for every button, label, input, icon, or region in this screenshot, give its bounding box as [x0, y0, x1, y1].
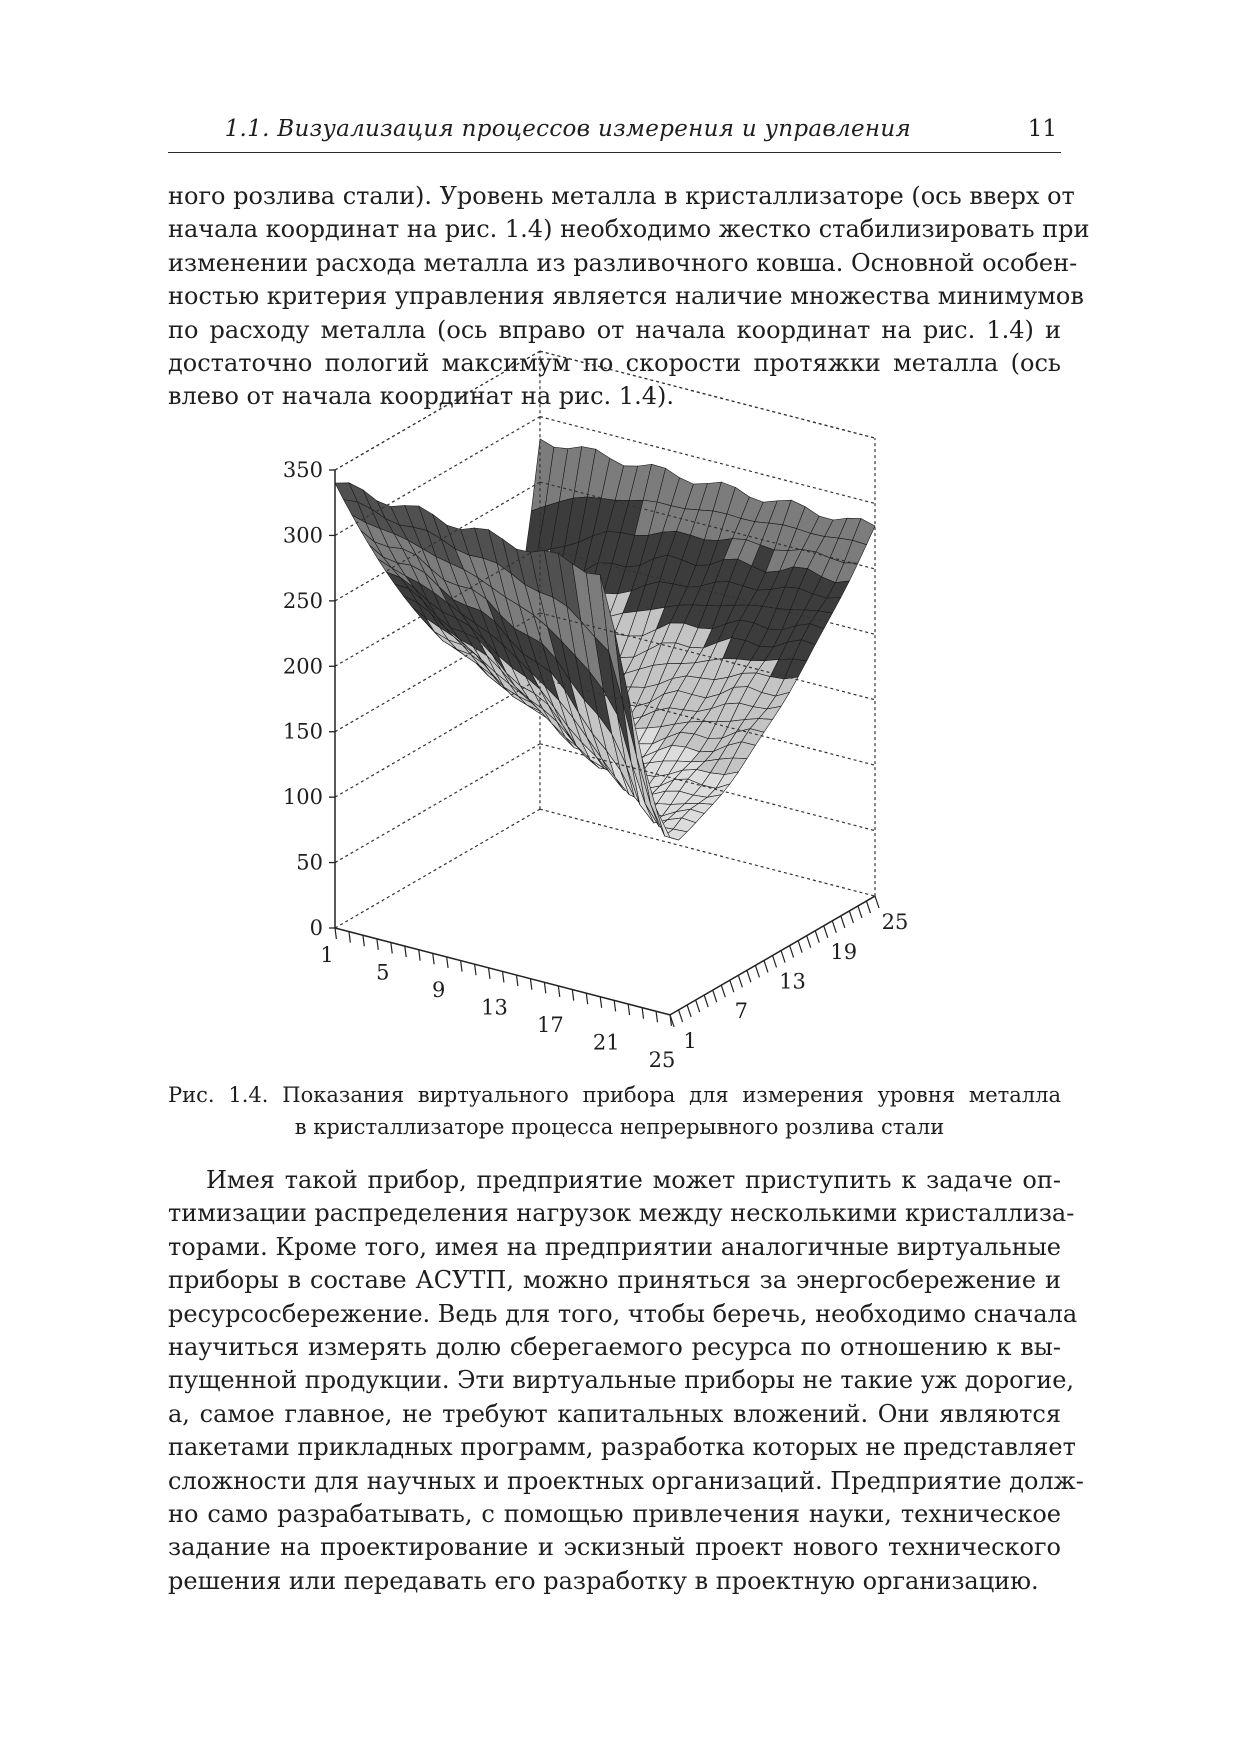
text-line: научиться измерять долю сберегаемого ресурса по отношению к вы-	[168, 1333, 1061, 1362]
x-tick-label: 5	[376, 960, 390, 985]
x-tick	[656, 1011, 657, 1022]
text-line: начала координат на рис. 1.4) необходимо жестко стабилизировать при	[168, 215, 1090, 244]
y-tick	[730, 980, 734, 992]
y-tick	[764, 960, 768, 972]
text-line: пущенной продукции. Эти виртуальные приборы не такие уж дорогие,	[168, 1366, 1075, 1395]
text-line: изменении расхода металла из разливочного ковша. Основной особен-	[168, 248, 1078, 277]
x-tick	[419, 950, 420, 961]
y-tick	[866, 901, 870, 913]
x-tick	[530, 979, 531, 990]
gridline	[335, 809, 540, 928]
y-tick	[807, 936, 811, 948]
y-tick-label: 25	[881, 910, 909, 935]
z-tick-label: 150	[282, 719, 323, 744]
x-tick-label: 17	[536, 1012, 564, 1037]
gridline	[335, 678, 540, 797]
x-tick	[600, 997, 601, 1008]
text-line: а, самое главное, не требуют капитальных вложений. Они являются	[168, 1399, 1061, 1428]
x-tick	[586, 993, 587, 1004]
x-tick-label: 21	[592, 1030, 620, 1055]
y-tick	[841, 916, 845, 928]
z-tick-label: 100	[282, 785, 323, 810]
text-line: сложности для научных и проектных организаций. Предприятие долж-	[168, 1466, 1084, 1495]
text-line: приборы в составе АСУТП, можно приняться за энергосбережение и	[168, 1266, 1061, 1295]
text-line: но само разрабатывать, с помощью привлечения науки, техническое	[168, 1500, 1061, 1529]
y-tick	[815, 931, 819, 943]
y-tick	[781, 951, 785, 963]
x-tick	[461, 961, 462, 972]
text-line: тимизации распределения нагрузок между несколькими кристаллиза-	[168, 1199, 1075, 1228]
x-tick	[642, 1008, 643, 1019]
y-tick	[747, 970, 751, 982]
y-tick	[875, 896, 879, 908]
x-tick	[489, 968, 490, 979]
y-tick-label: 19	[830, 939, 858, 964]
x-tick	[475, 964, 476, 975]
x-tick-label: 13	[481, 995, 508, 1020]
y-tick	[696, 1000, 700, 1012]
y-tick	[790, 946, 794, 958]
y-tick	[679, 1010, 683, 1022]
x-tick	[377, 939, 378, 950]
caption-text-1: Показания виртуального прибора для измерения уровня металла	[282, 1083, 1061, 1107]
text-line: торами. Кроме того, имея на предприятии аналогичные виртуальные	[168, 1232, 1061, 1261]
z-tick-label: 0	[309, 916, 323, 940]
caption-text-2: в кристаллизаторе процесса непрерывного розлива стали	[294, 1115, 945, 1139]
y-tick	[832, 921, 836, 933]
z-tick-label: 50	[296, 850, 323, 875]
y-tick	[849, 911, 853, 923]
y-tick	[798, 941, 802, 953]
frame-edge	[335, 351, 540, 470]
x-tick-label: 9	[431, 977, 446, 1002]
text-line: решения или передавать его разработку в проектную организацию.	[168, 1566, 1039, 1595]
y-tick-label: 13	[779, 969, 806, 994]
x-tick	[544, 982, 545, 993]
y-tick	[824, 926, 828, 938]
frame-edge	[540, 351, 875, 438]
y-tick	[687, 1005, 691, 1017]
gridline	[335, 351, 540, 470]
y-tick-label: 7	[734, 999, 748, 1024]
page-number: 11	[1027, 116, 1057, 142]
x-tick	[447, 957, 448, 968]
x-tick-label: 1	[320, 943, 334, 967]
text-line: достаточно пологий максимум по скорости протяжки металла (ось	[168, 349, 1061, 378]
y-tick-label: 1	[683, 1028, 697, 1053]
y-tick	[738, 975, 742, 987]
caption-label: Рис. 1.4.	[168, 1083, 269, 1107]
y-tick	[721, 985, 725, 997]
text-line: задание на проектирование и эскизный проект нового технического	[168, 1533, 1061, 1562]
paragraph-bottom	[168, 1164, 1084, 1598]
x-tick	[335, 928, 336, 939]
z-tick-label: 300	[282, 523, 323, 548]
z-tick-label: 250	[282, 588, 323, 613]
text-line: пакетами прикладных программ, разработка которых не представляет	[168, 1433, 1076, 1462]
x-tick-label: 25	[648, 1047, 676, 1072]
y-tick	[713, 990, 717, 1002]
y-tick	[704, 995, 708, 1007]
y-tick	[755, 965, 759, 977]
gridline	[335, 744, 540, 863]
gridline	[540, 809, 875, 896]
y-tick	[858, 906, 862, 918]
text-line: ресурсосбережение. Ведь для того, чтобы беречь, необходимо сначала	[168, 1299, 1078, 1328]
x-tick	[349, 932, 350, 943]
z-tick-label: 200	[282, 654, 323, 679]
figure-caption	[168, 1079, 1061, 1143]
x-tick	[516, 975, 517, 986]
x-tick	[363, 935, 364, 946]
x-tick	[628, 1004, 629, 1015]
text-line: по расходу металла (ось вправо от начала координат на рис. 1.4) и	[168, 315, 1061, 344]
x-tick	[433, 953, 434, 964]
x-tick	[572, 990, 573, 1001]
running-title: 1.1. Визуализация процессов измерения и управления	[224, 116, 911, 142]
x-tick	[614, 1000, 615, 1011]
x-tick	[391, 942, 392, 953]
text-line: влево от начала координат на рис. 1.4).	[168, 382, 674, 411]
z-tick-label: 350	[282, 458, 323, 482]
y-tick	[773, 955, 777, 967]
x-tick	[503, 971, 504, 982]
text-line: Имея такой прибор, предприятие может приступить к задаче оп-	[206, 1166, 1061, 1194]
text-line: ного розлива стали). Уровень металла в кристаллизаторе (ось вверх от	[168, 182, 1075, 210]
text-line: ностью критерия управления является наличие множества минимумов	[168, 282, 1084, 311]
x-tick	[405, 946, 406, 957]
x-tick	[558, 986, 559, 997]
